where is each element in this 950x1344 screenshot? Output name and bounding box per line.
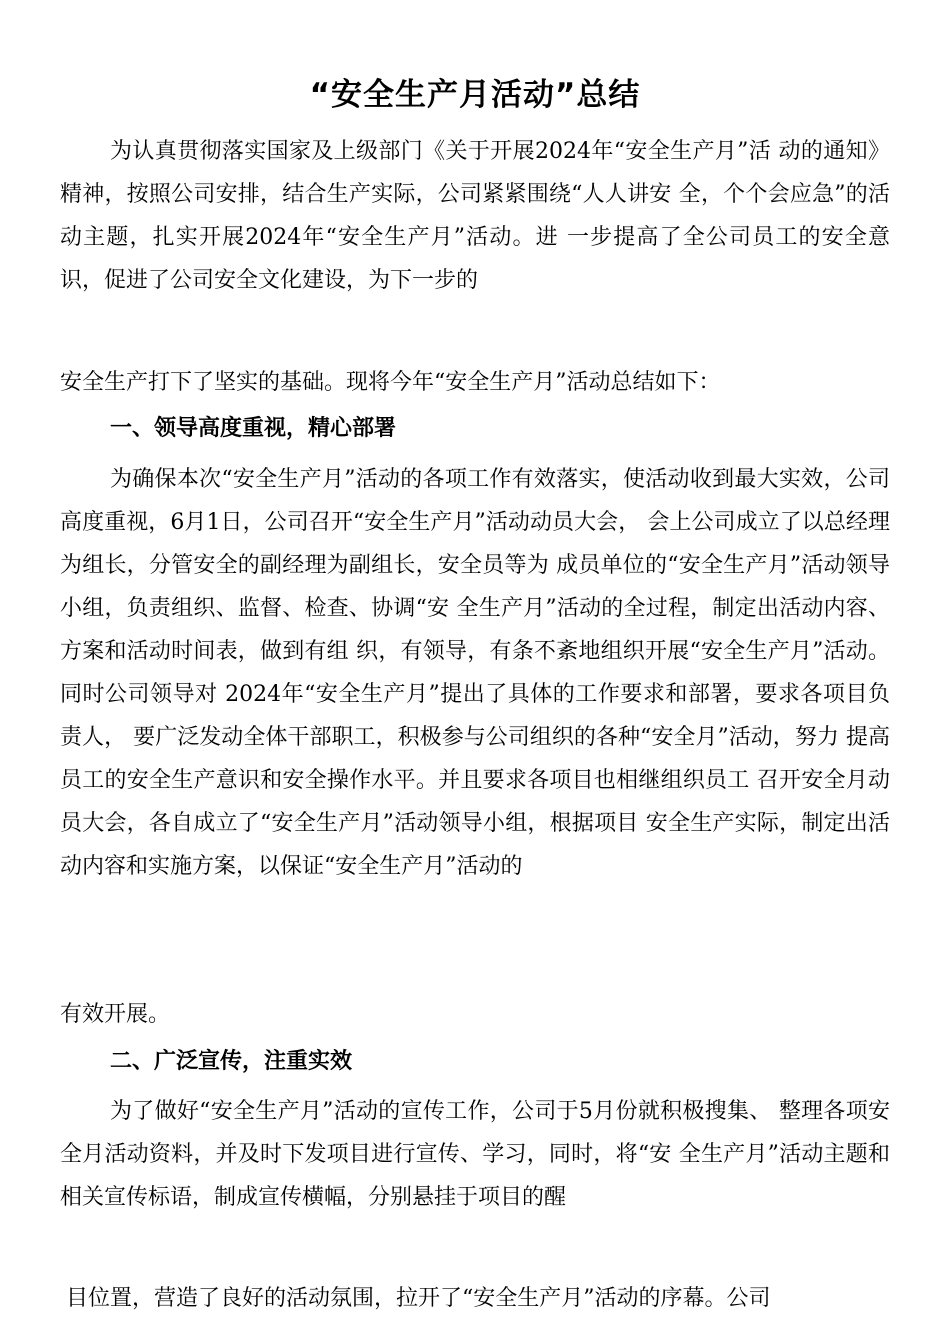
- paragraph-section-1-continued: 有效开展。: [60, 1002, 171, 1027]
- paragraph-intro: 为认真贯彻落实国家及上级部门《关于开展2024年“安全生产月”活 动的通知》精神，按照公司安排，结合生产实际，公司紧紧围绕“人人讲安 全，个个会应急”的活动主题，扎实开展2024年“安全生产月”活动。进 一步提高了全公司员工的安全意识，促进了公司安全文化建设，为下一步的: [60, 139, 890, 293]
- document-page: [60, 0, 890, 1344]
- paragraph-section-2: 为了做好“安全生产月”活动的宣传工作，公司于5月份就积极搜集、 整理各项安全月活动资料，并及时下发项目进行宣传、学习，同时，将“安 全生产月”活动主题和相关宣传标语，制成宣传横幅，分别悬挂于项目的醒: [60, 1099, 890, 1210]
- section-heading-2: 二、广泛宣传，注重实效: [110, 1049, 353, 1074]
- paragraph-section-2-continued: 目位置，营造了良好的活动氛围，拉开了“安全生产月”活动的序幕。公司: [66, 1286, 771, 1311]
- section-heading-1: 一、领导高度重视，精心部署: [110, 416, 397, 441]
- paragraph-intro-continued: 安全生产打下了坚实的基础。现将今年“安全生产月”活动总结如下：: [60, 370, 721, 395]
- document-title: “安全生产月活动”总结: [309, 77, 641, 113]
- paragraph-section-1: 为确保本次“安全生产月”活动的各项工作有效落实，使活动收到最大实效，公司高度重视，6月1日，公司召开“安全生产月”活动动员大会， 会上公司成立了以总经理为组长，分管安全的副经理为副组长，安全员等为 成员单位的“安全生产月”活动领导小组，负责组织、监督、检查、协调“安 全生产月”活动的全过程，制定出活动内容、方案和活动时间表，做到有组 织，有领导，有条不紊地组织开展“安全生产月”活动。同时公司领导对 2024年“安全生产月”提出了具体的工作要求和部署，要求各项目负责人， 要广泛发动全体干部职工，积极参与公司组织的各种“安全月”活动，努力 提高员工的安全生产意识和安全操作水平。并且要求各项目也相继组织员工 召开安全月动员大会，各自成立了“安全生产月”活动领导小组，根据项目 安全生产实际，制定出活动内容和实施方案，以保证“安全生产月”活动的: [60, 467, 890, 879]
